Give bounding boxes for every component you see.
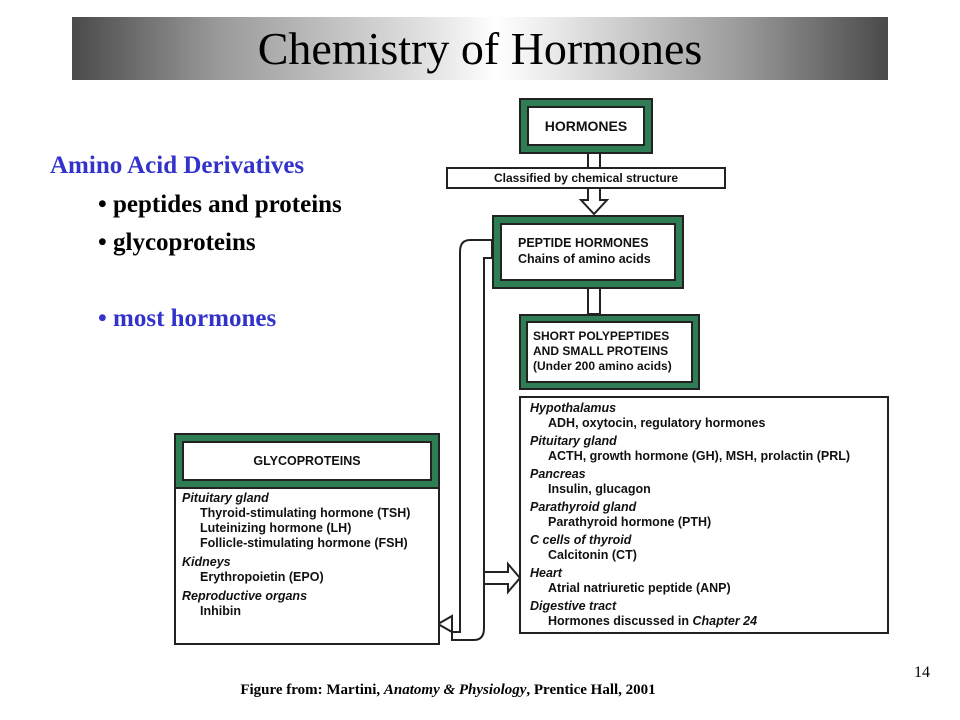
short-title-line-2: AND SMALL PROTEINS: [533, 344, 669, 358]
list-category: Kidneys: [182, 555, 231, 569]
page-number: 14: [914, 664, 930, 681]
glycoproteins-header: [174, 433, 440, 489]
bullet-most-hormones: • most hormones: [98, 305, 277, 332]
short-title-line-1: SHORT POLYPEPTIDES: [533, 329, 670, 343]
bullet-glycoproteins: • glycoproteins: [98, 229, 256, 256]
figure-caption: Figure from: Martini, Anatomy & Physiology, Prentice Hall, 2001: [240, 682, 656, 698]
hormones-label: HORMONES: [527, 106, 645, 146]
list-category: Pancreas: [530, 467, 586, 481]
list-category: Reproductive organs: [182, 589, 308, 603]
list-category: Pituitary gland: [530, 434, 617, 448]
glycoproteins-title: GLYCOPROTEINS: [182, 441, 432, 481]
list-item: Parathyroid hormone (PTH): [548, 515, 712, 529]
list-item: Erythropoietin (EPO): [200, 570, 324, 584]
list-item: Calcitonin (CT): [548, 548, 637, 562]
section-heading: Amino Acid Derivatives: [50, 152, 305, 179]
list-item: Follicle-stimulating hormone (FSH): [200, 536, 408, 550]
list-item: Thyroid-stimulating hormone (TSH): [200, 506, 411, 520]
short-polypeptides-list: [530, 401, 885, 629]
bullet-peptides: • peptides and proteins: [98, 191, 342, 218]
list-category: Pituitary gland: [182, 491, 269, 505]
short-polypeptides-inner: [526, 321, 693, 383]
peptide-title: PEPTIDE HORMONES: [518, 236, 649, 250]
list-item: Luteinizing hormone (LH): [200, 521, 352, 535]
short-polypeptides-header: [519, 314, 700, 390]
list-item: Atrial natriuretic peptide (ANP): [548, 581, 731, 595]
glycoproteins-list: [182, 491, 437, 619]
peptide-subtitle: Chains of amino acids: [518, 252, 651, 266]
list-category: Hypothalamus: [530, 401, 617, 415]
list-category: C cells of thyroid: [530, 533, 632, 547]
list-item-chapter: Hormones discussed in Chapter 24: [548, 614, 758, 628]
list-category: Heart: [530, 566, 562, 580]
list-category: Parathyroid gland: [530, 500, 637, 514]
hormones-box: [519, 98, 653, 154]
list-category: Digestive tract: [530, 599, 617, 613]
peptide-hormones-inner: [500, 223, 676, 281]
list-item: Inhibin: [200, 604, 241, 618]
list-item: ACTH, growth hormone (GH), MSH, prolactin (PRL): [548, 449, 851, 463]
list-item: ADH, oxytocin, regulatory hormones: [548, 416, 766, 430]
list-item: Insulin, glucagon: [548, 482, 651, 496]
slide-title: Chemistry of Hormones: [257, 23, 703, 74]
short-title-line-3: (Under 200 amino acids): [533, 359, 672, 373]
classified-bar: Classified by chemical structure: [446, 167, 726, 189]
peptide-hormones-box: [492, 215, 684, 289]
